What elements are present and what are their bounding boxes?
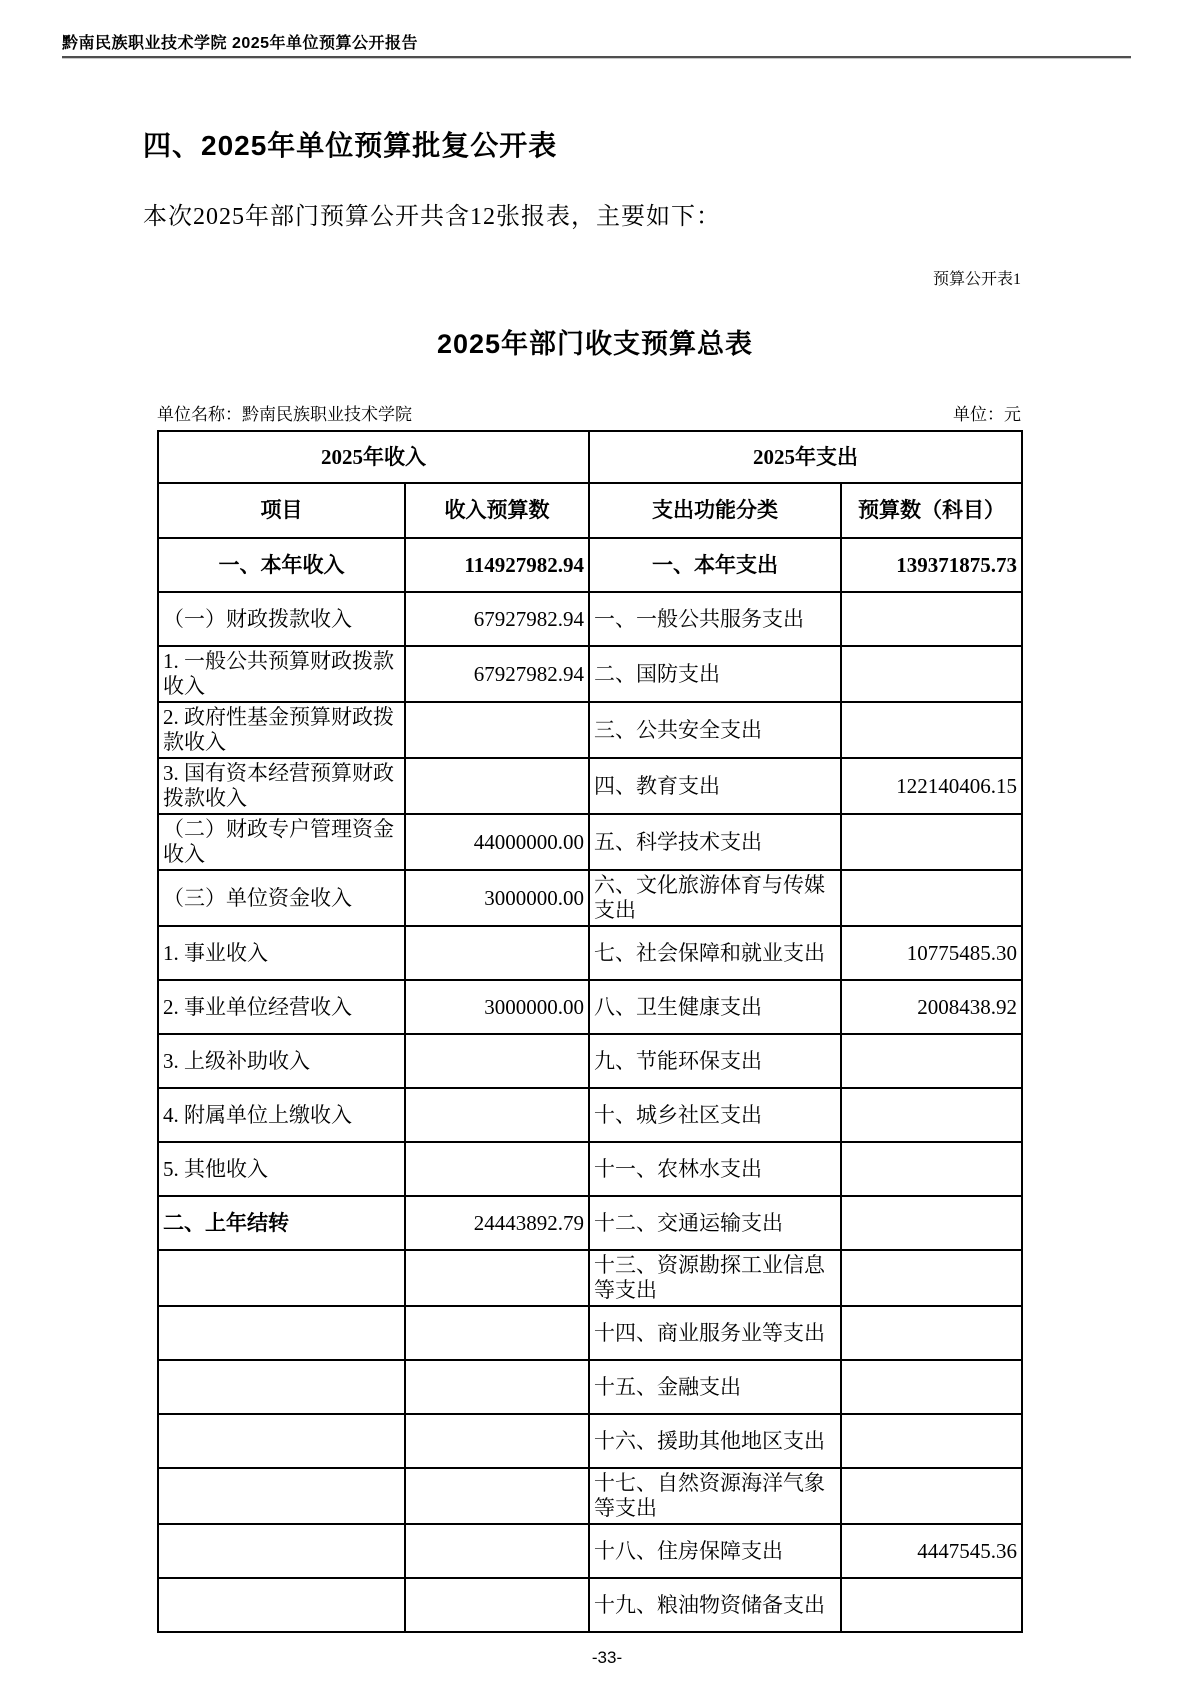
intro-paragraph: 本次2025年部门预算公开共含12张报表，主要如下： <box>143 204 721 230</box>
table-row <box>158 758 1022 814</box>
expense-amount: 122140406.15 <box>841 758 1022 814</box>
income-item <box>158 1306 405 1360</box>
income-item: （二）财政专户管理资金收入 <box>158 814 405 870</box>
budget-table-title: 2025年部门收支预算总表 <box>436 329 754 359</box>
unit-name-label: 单位名称：黔南民族职业技术学院 <box>157 405 412 424</box>
page-number: -33- <box>591 1648 623 1667</box>
table-row <box>158 1468 1022 1524</box>
table-row <box>158 926 1022 980</box>
budget-summary-table <box>157 430 1023 1633</box>
income-amount <box>405 1578 589 1632</box>
col-header-item: 项目 <box>158 483 405 538</box>
group-header-row <box>158 431 1022 483</box>
table-row <box>158 702 1022 758</box>
table-tag-label: 预算公开表1 <box>932 271 1021 288</box>
income-amount: 67927982.94 <box>405 646 589 702</box>
header-divider-rule <box>62 56 1131 59</box>
section-title: 四、2025年单位预算批复公开表 <box>143 130 558 161</box>
table-row <box>158 1142 1022 1196</box>
expense-item: 一、本年支出 <box>589 538 841 592</box>
expense-amount: 4447545.36 <box>841 1524 1022 1578</box>
income-item <box>158 1414 405 1468</box>
table-row <box>158 1250 1022 1306</box>
income-amount <box>405 702 589 758</box>
col-header-expense-function: 支出功能分类 <box>589 483 841 538</box>
expense-item: 十一、农林水支出 <box>589 1142 841 1196</box>
income-amount <box>405 1306 589 1360</box>
expense-item: 十八、住房保障支出 <box>589 1524 841 1578</box>
income-item: 1. 事业收入 <box>158 926 405 980</box>
table-row <box>158 1578 1022 1632</box>
income-item: （三）单位资金收入 <box>158 870 405 926</box>
income-amount <box>405 758 589 814</box>
income-group-header: 2025年收入 <box>158 431 589 483</box>
col-header-income-budget: 收入预算数 <box>405 483 589 538</box>
expense-item: 三、公共安全支出 <box>589 702 841 758</box>
income-item: 4. 附属单位上缴收入 <box>158 1088 405 1142</box>
col-header-budget-subject: 预算数（科目） <box>841 483 1022 538</box>
income-item: 5. 其他收入 <box>158 1142 405 1196</box>
expense-item: 七、社会保障和就业支出 <box>589 926 841 980</box>
income-amount <box>405 1360 589 1414</box>
expense-item: 十九、粮油物资储备支出 <box>589 1578 841 1632</box>
income-amount: 114927982.94 <box>405 538 589 592</box>
table-row <box>158 814 1022 870</box>
income-amount: 3000000.00 <box>405 980 589 1034</box>
expense-amount <box>841 1468 1022 1524</box>
expense-item: 一、一般公共服务支出 <box>589 592 841 646</box>
income-amount <box>405 1250 589 1306</box>
income-amount <box>405 926 589 980</box>
table-row <box>158 1360 1022 1414</box>
expense-amount <box>841 1414 1022 1468</box>
table-row <box>158 646 1022 702</box>
income-item <box>158 1468 405 1524</box>
expense-amount: 10775485.30 <box>841 926 1022 980</box>
income-amount <box>405 1088 589 1142</box>
expense-amount <box>841 1088 1022 1142</box>
expense-amount <box>841 1034 1022 1088</box>
income-amount: 3000000.00 <box>405 870 589 926</box>
expense-amount <box>841 1306 1022 1360</box>
income-amount <box>405 1468 589 1524</box>
expense-item: 十二、交通运输支出 <box>589 1196 841 1250</box>
expense-item: 六、文化旅游体育与传媒支出 <box>589 870 841 926</box>
expense-amount: 2008438.92 <box>841 980 1022 1034</box>
expense-amount <box>841 592 1022 646</box>
expense-item: 五、科学技术支出 <box>589 814 841 870</box>
income-amount <box>405 1034 589 1088</box>
table-row <box>158 1196 1022 1250</box>
income-item <box>158 1250 405 1306</box>
expense-amount <box>841 1250 1022 1306</box>
income-item: （一）财政拨款收入 <box>158 592 405 646</box>
expense-amount <box>841 814 1022 870</box>
table-row <box>158 538 1022 592</box>
expense-amount <box>841 1142 1022 1196</box>
expense-item: 十六、援助其他地区支出 <box>589 1414 841 1468</box>
table-meta-line <box>157 400 1021 425</box>
expense-group-header: 2025年支出 <box>589 431 1022 483</box>
expense-item: 十七、自然资源海洋气象等支出 <box>589 1468 841 1524</box>
income-item: 2. 事业单位经营收入 <box>158 980 405 1034</box>
income-amount: 24443892.79 <box>405 1196 589 1250</box>
income-amount: 44000000.00 <box>405 814 589 870</box>
income-amount <box>405 1414 589 1468</box>
income-item <box>158 1524 405 1578</box>
table-row <box>158 1524 1022 1578</box>
income-item: 二、上年结转 <box>158 1196 405 1250</box>
table-row <box>158 1306 1022 1360</box>
expense-item: 八、卫生健康支出 <box>589 980 841 1034</box>
income-item: 3. 国有资本经营预算财政拨款收入 <box>158 758 405 814</box>
expense-item: 十三、资源勘探工业信息等支出 <box>589 1250 841 1306</box>
currency-unit-label: 单位：元 <box>953 405 1021 424</box>
table-row <box>158 980 1022 1034</box>
expense-amount <box>841 1196 1022 1250</box>
expense-item: 九、节能环保支出 <box>589 1034 841 1088</box>
income-item: 一、本年收入 <box>158 538 405 592</box>
expense-amount <box>841 702 1022 758</box>
table-row <box>158 1414 1022 1468</box>
expense-amount <box>841 870 1022 926</box>
expense-item: 十四、商业服务业等支出 <box>589 1306 841 1360</box>
column-header-row <box>158 483 1022 538</box>
income-item <box>158 1578 405 1632</box>
income-item <box>158 1360 405 1414</box>
table-row <box>158 1034 1022 1088</box>
page-header-title: 黔南民族职业技术学院 2025年单位预算公开报告 <box>62 35 419 52</box>
income-item: 2. 政府性基金预算财政拨款收入 <box>158 702 405 758</box>
table-row <box>158 592 1022 646</box>
income-item: 1. 一般公共预算财政拨款收入 <box>158 646 405 702</box>
expense-item: 四、教育支出 <box>589 758 841 814</box>
table-row <box>158 1088 1022 1142</box>
income-amount <box>405 1524 589 1578</box>
expense-item: 十、城乡社区支出 <box>589 1088 841 1142</box>
expense-amount <box>841 1360 1022 1414</box>
expense-amount <box>841 646 1022 702</box>
income-item: 3. 上级补助收入 <box>158 1034 405 1088</box>
expense-item: 十五、金融支出 <box>589 1360 841 1414</box>
table-row <box>158 870 1022 926</box>
expense-item: 二、国防支出 <box>589 646 841 702</box>
income-amount <box>405 1142 589 1196</box>
income-amount: 67927982.94 <box>405 592 589 646</box>
expense-amount <box>841 1578 1022 1632</box>
expense-amount: 139371875.73 <box>841 538 1022 592</box>
